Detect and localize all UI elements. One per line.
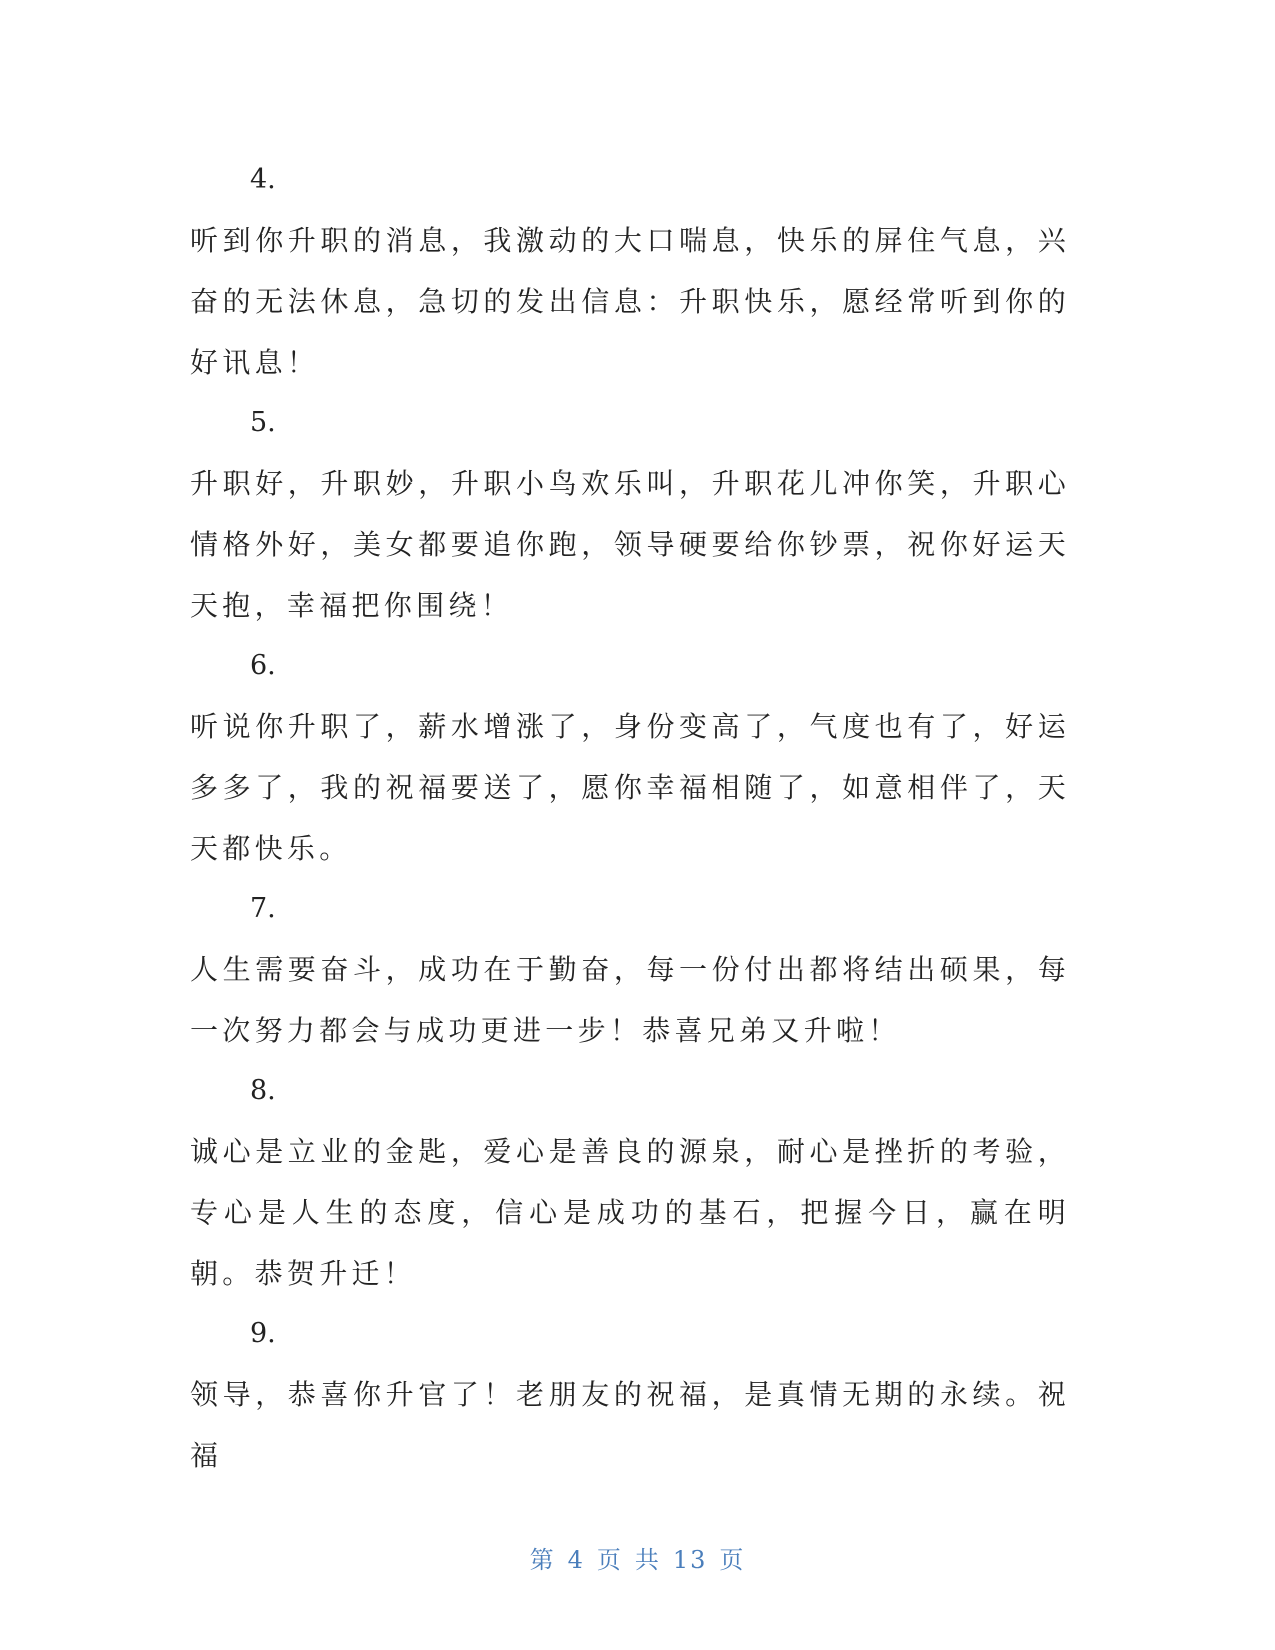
item-text: 升职好，升职妙，升职小鸟欢乐叫，升职花儿冲你笑，升职心情格外好，美女都要追你跑，领导硬要给你钞票，祝你好运天天抱，幸福把你围绕！ [190, 467, 1070, 622]
item-text: 听说你升职了，薪水增涨了，身份变高了，气度也有了，好运多多了，我的祝福要送了，愿你幸福相随了，如意相伴了，天天都快乐。 [190, 710, 1070, 865]
list-item [190, 393, 1070, 636]
footer-label-page: 页 [596, 1546, 623, 1574]
footer-label-total: 共 [634, 1546, 661, 1574]
item-number: 5. [250, 407, 276, 438]
page-footer [0, 1540, 1275, 1575]
total-pages-number: 13 [672, 1546, 708, 1574]
item-number: 9. [250, 1318, 276, 1349]
list-item [190, 636, 1070, 879]
item-number: 8. [250, 1075, 276, 1106]
item-text: 听到你升职的消息，我激动的大口喘息，快乐的屏住气息，兴奋的无法休息，急切的发出信息：升职快乐，愿经常听到你的好讯息！ [190, 224, 1070, 379]
item-text: 领导，恭喜你升官了！老朋友的祝福，是真情无期的永续。祝福 [190, 1378, 1070, 1472]
list-item [190, 1304, 1070, 1486]
item-text: 诚心是立业的金匙，爱心是善良的源泉，耐心是挫折的考验，专心是人生的态度，信心是成功的基石，把握今日，赢在明朝。恭贺升迁！ [190, 1135, 1070, 1290]
footer-label-page-end: 页 [719, 1546, 746, 1574]
item-number: 6. [250, 650, 276, 681]
item-number: 7. [250, 893, 276, 924]
footer-label-prefix: 第 [529, 1546, 556, 1574]
item-text: 人生需要奋斗，成功在于勤奋，每一份付出都将结出硕果，每一次努力都会与成功更进一步！恭喜兄弟又升啦！ [190, 953, 1070, 1047]
list-item [190, 879, 1070, 1061]
list-item [190, 150, 1070, 393]
list-item [190, 1061, 1070, 1304]
document-body [190, 150, 1070, 1486]
current-page-number: 4 [567, 1546, 585, 1574]
item-number: 4. [250, 164, 276, 195]
